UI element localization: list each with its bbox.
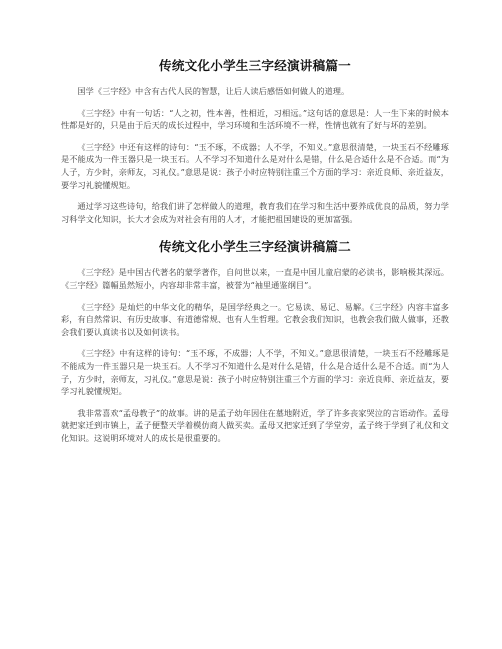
section-1-paragraph-3: 《三字经》中还有这样的诗句：“玉不琢，不成器；人不学，不知义。”意思很清楚，一块玉石不经雕琢是不能成为一件玉器只是一块玉石。人不学习不知道什么是对什么是错，什么是合适什么是不合适。而“为人子，方少时，亲师友，习礼仪。”意思是说：孩子小时应特别注重三个方面的学习：亲近良师、亲近益友，要学习礼貌懂规矩。 [61,141,449,190]
section-2-paragraph-2: 《三字经》是灿烂的中华文化的精华，是国学经典之一。它易读、易记、易解。《三字经》内容丰富多彩，有自然常识、有历史故事、有道德常规、也有人生哲理。它教会我们知识，也教会我们做人做事，还教会我们要认真读书以及如何读书。 [61,301,449,337]
document-content [61,58,449,453]
section-2-paragraph-3: 《三字经》中有这样的诗句：“玉不琢，不成器；人不学，不知义。”意思很清楚，一块玉石不经雕琢是不能成为一件玉器只是一块玉石。人不学习不知道什么是对什么是错，什么是合适什么是不合适。而“为人子，方少时，亲师友，习礼仪。”意思是说：孩子小时应特别注重三个方面的学习：亲近良师、亲近益友，要学习礼貌懂规矩。 [61,348,449,397]
section-1-paragraph-4: 通过学习这些诗句，给我们讲了怎样做人的道理，教育我们在学习和生活中要养成优良的品质，努力学习科学文化知识，长大才会成为对社会有用的人才，才能把祖国建设的更加富强。 [61,201,449,224]
section-2-paragraph-1: 《三字经》是中国古代著名的蒙学著作，自问世以来，一直是中国儿童启蒙的必读书，影响极其深远。《三字经》篇幅虽然短小，内容却非常丰富，被誉为“袖里通鉴纲目”。 [61,267,449,290]
section-1-paragraph-1: 国学《三字经》中含有古代人民的智慧，让后人读后感悟如何做人的道理。 [77,86,350,96]
section-1-title: 传统文化小学生三字经演讲稿篇一 [159,58,351,73]
section-2-paragraph-4: 我非常喜欢“孟母教子”的故事。讲的是孟子幼年因住在墓地附近，学了许多丧家哭泣的言语动作。孟母就把家迁到市镇上，孟子便整天学着模仿商人做买卖。孟母又把家迁到了学堂旁，孟子终于学到了礼仪和文化知识。这说明环境对人的成长是很重要的。 [61,407,449,443]
section-1-paragraph-2: 《三字经》中有一句话：“人之初，性本善，性相近，习相远。”这句话的意思是：人一生下来的时候本性都是好的，只是由于后天的成长过程中，学习环境和生活环境不一样，性情也就有了好与坏的差别。 [61,107,449,131]
section-1 [61,58,449,225]
section-2 [61,239,449,444]
section-2-title: 传统文化小学生三字经演讲稿篇二 [159,239,351,255]
